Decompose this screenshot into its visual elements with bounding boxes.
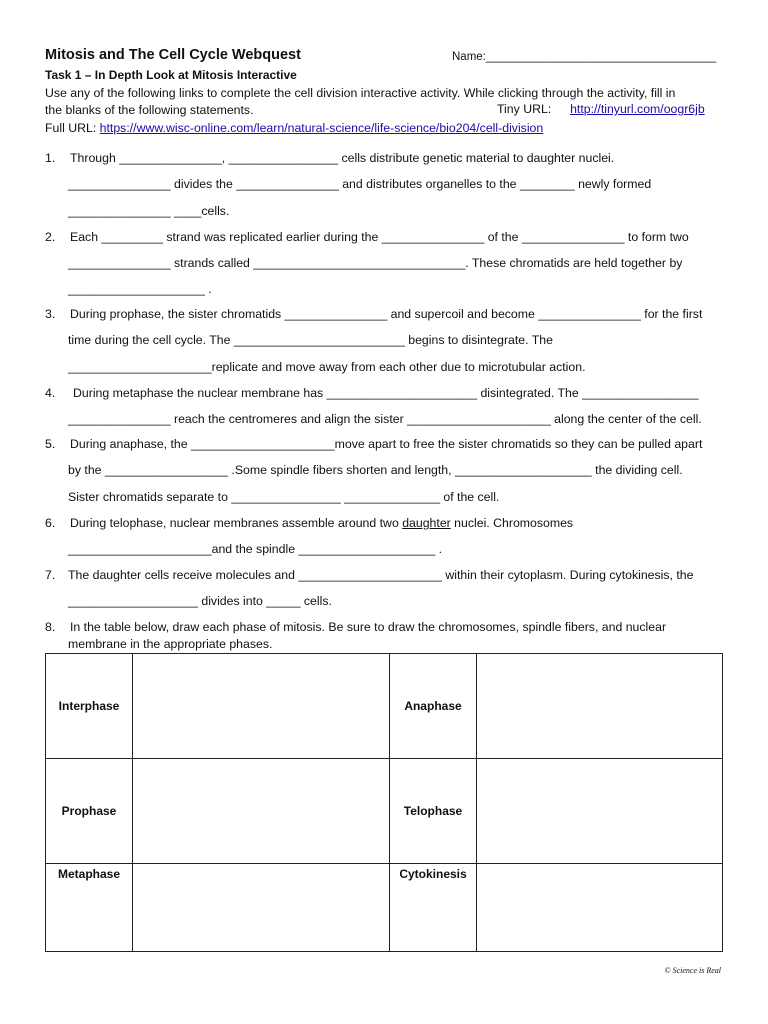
question-3-line-1: During prophase, the sister chromatids _______________ and supercoil and become _______________ for the first bbox=[70, 307, 703, 321]
full-url-row bbox=[45, 121, 543, 135]
question-4-line-2: _______________ reach the centromeres and align the sister _____________________ along the center of the cell. bbox=[68, 412, 702, 426]
question-1-line-1: Through _______________, ________________ cells distribute genetic material to daughter nuclei. bbox=[70, 151, 615, 165]
underlined-word: daughter bbox=[402, 516, 451, 530]
tiny-url-link[interactable]: http://tinyurl.com/oogr6jb bbox=[570, 102, 705, 116]
question-2-line-3: ____________________ . bbox=[68, 282, 212, 296]
mitosis-phase-table bbox=[45, 653, 723, 952]
question-8-number: 8. bbox=[45, 620, 56, 634]
tiny-url-label: Tiny URL: bbox=[497, 102, 552, 116]
question-5-line-1: During anaphase, the _____________________move apart to free the sister chromatids so they can be pulled apart bbox=[70, 437, 703, 451]
question-8-line-1: In the table below, draw each phase of mitosis. Be sure to draw the chromosomes, spindle fibers, and nuclear bbox=[70, 620, 667, 634]
drawing-box-telophase[interactable] bbox=[477, 759, 723, 864]
question-6-line-1: During telophase, nuclear membranes assemble around two daughter nuclei. Chromosomes bbox=[70, 516, 574, 530]
drawing-box-anaphase[interactable] bbox=[477, 654, 723, 759]
question-6-line-2: _____________________and the spindle ____________________ . bbox=[68, 542, 443, 556]
question-1-line-3: _______________ ____cells. bbox=[68, 204, 230, 218]
question-5-line-3: Sister chromatids separate to ________________ ______________ of the cell. bbox=[68, 490, 500, 504]
question-8-line-2: membrane in the appropriate phases. bbox=[68, 637, 273, 651]
question-6-number: 6. bbox=[45, 516, 56, 530]
question-7-line-2: ___________________ divides into _____ cells. bbox=[68, 594, 332, 608]
phase-label-interphase: Interphase bbox=[46, 654, 133, 759]
question-5-line-2: by the __________________ .Some spindle fibers shorten and length, ____________________ the dividing cell. bbox=[68, 463, 683, 477]
tiny-url-row bbox=[497, 102, 705, 116]
question-4-number: 4. bbox=[45, 386, 56, 400]
question-2-line-2: _______________ strands called _______________________________. These chromatids are held together by bbox=[68, 256, 683, 270]
drawing-box-interphase[interactable] bbox=[133, 654, 390, 759]
question-3-number: 3. bbox=[45, 307, 56, 321]
phase-label-cytokinesis: Cytokinesis bbox=[390, 864, 477, 952]
question-3-line-3: _____________________replicate and move away from each other due to microtubular action. bbox=[68, 360, 586, 374]
question-1-number: 1. bbox=[45, 151, 56, 165]
phase-label-anaphase: Anaphase bbox=[390, 654, 477, 759]
copyright-footer: © Science is Real bbox=[664, 966, 721, 975]
question-1-line-2: _______________ divides the _______________ and distributes organelles to the ________ newly formed bbox=[68, 177, 652, 191]
drawing-box-prophase[interactable] bbox=[133, 759, 390, 864]
question-7-line-1: The daughter cells receive molecules and _____________________ within their cytoplasm. During cytokinesis, the bbox=[68, 568, 694, 582]
intro-line-2: the blanks of the following statements. bbox=[45, 103, 254, 117]
phase-label-metaphase: Metaphase bbox=[46, 864, 133, 952]
question-7-number: 7. bbox=[45, 568, 56, 582]
question-2-number: 2. bbox=[45, 230, 56, 244]
phase-label-prophase: Prophase bbox=[46, 759, 133, 864]
page-title: Mitosis and The Cell Cycle Webquest bbox=[45, 47, 301, 63]
full-url-label: Full URL: bbox=[45, 121, 97, 135]
drawing-box-metaphase[interactable] bbox=[133, 864, 390, 952]
question-3-line-2: time during the cell cycle. The _________________________ begins to disintegrate. The bbox=[68, 333, 553, 347]
full-url-link[interactable]: https://www.wisc-online.com/learn/natural-science/life-science/bio204/cell-division bbox=[99, 121, 544, 135]
phase-label-telophase: Telophase bbox=[390, 759, 477, 864]
question-2-line-1: Each _________ strand was replicated earlier during the _______________ of the _______________ to form two bbox=[70, 230, 689, 244]
task-heading: Task 1 – In Depth Look at Mitosis Interactive bbox=[45, 68, 297, 82]
question-4-line-1: During metaphase the nuclear membrane has ______________________ disintegrated. The _________________ bbox=[73, 386, 699, 400]
intro-line-1: Use any of the following links to complete the cell division interactive activity. While clicking through the activity, fill in bbox=[45, 86, 676, 100]
question-5-number: 5. bbox=[45, 437, 56, 451]
name-field[interactable]: Name:____________________________________ bbox=[452, 51, 717, 63]
drawing-box-cytokinesis[interactable] bbox=[477, 864, 723, 952]
